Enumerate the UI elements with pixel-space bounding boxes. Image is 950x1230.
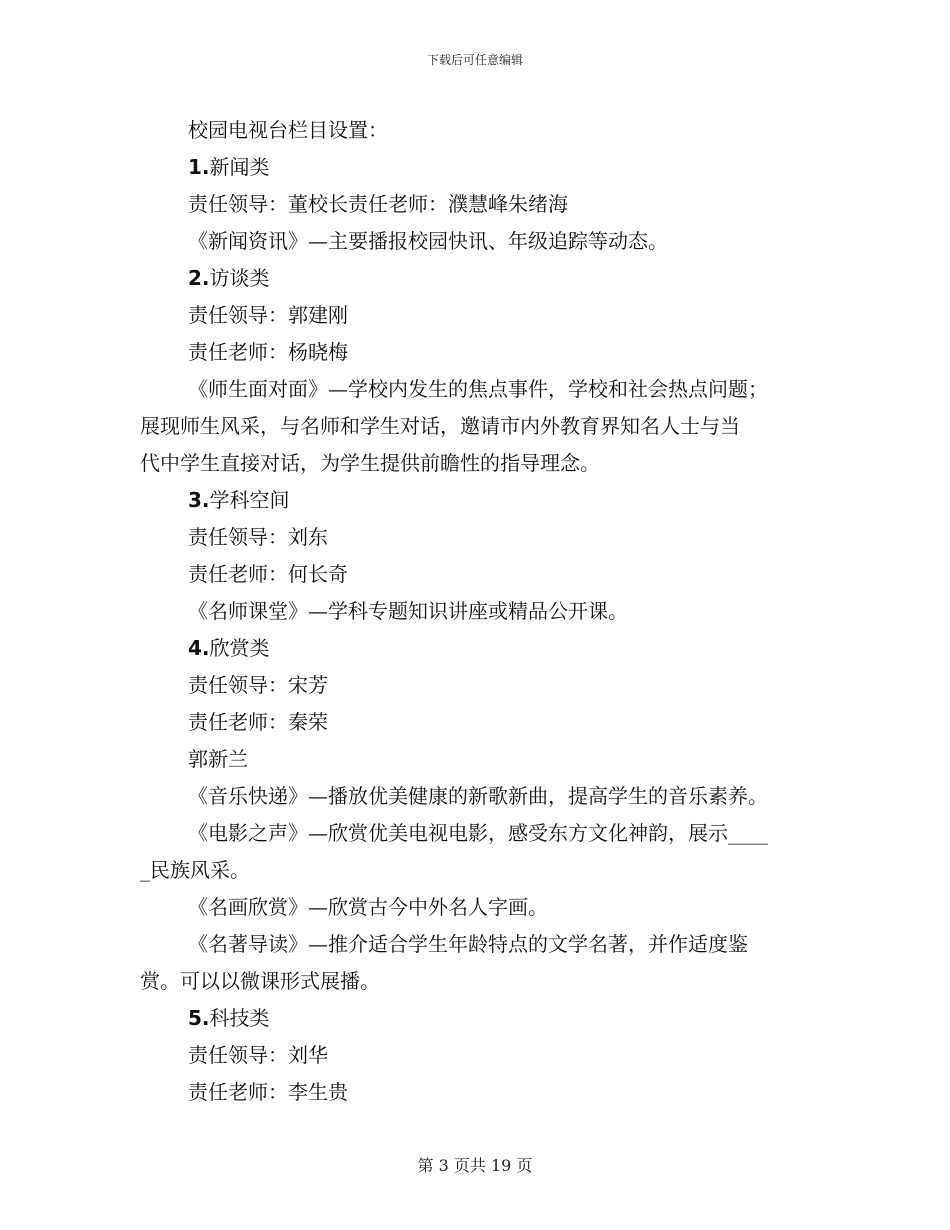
appreciation-teacher-line-2: 郭新兰 — [188, 747, 248, 771]
section-title: 欣赏类 — [209, 636, 270, 660]
section-heading-interview — [140, 260, 820, 297]
interview-description-line-1: 《师生面对面》—学校内发生的焦点事件，学校和社会热点问题； — [188, 377, 768, 401]
interview-description-line-3: 代中学生直接对话，为学生提供前瞻性的指导理念。 — [140, 451, 600, 475]
section-title: 科技类 — [209, 1006, 270, 1030]
film-description-line-1: 《电影之声》—欣赏优美电视电影，感受东方文化神韵，展示____ — [188, 821, 768, 845]
page-footer: 第 3 页共 19 页 — [417, 1156, 533, 1175]
subject-teacher-line: 责任老师：何长奇 — [188, 562, 348, 586]
section-number: 2. — [188, 266, 210, 290]
news-leader-line: 责任领导：董校长责任老师：濮慧峰朱绪海 — [188, 192, 568, 216]
section-number: 4. — [188, 636, 210, 660]
music-description: 《音乐快递》—播放优美健康的新歌新曲，提高学生的音乐素养。 — [188, 784, 768, 808]
news-description: 《新闻资讯》—主要播报校园快讯、年级追踪等动态。 — [188, 229, 668, 253]
section-heading-news — [140, 149, 820, 186]
interview-leader-line: 责任领导：郭建刚 — [188, 303, 348, 327]
document-title: 校园电视台栏目设置： — [188, 118, 388, 142]
technology-leader-line: 责任领导：刘华 — [188, 1043, 328, 1067]
technology-teacher-line: 责任老师：李生贵 — [188, 1080, 348, 1104]
interview-description-line-2: 展现师生风采，与名师和学生对话，邀请市内外教育界知名人士与当 — [140, 414, 740, 438]
section-title: 新闻类 — [209, 155, 270, 179]
section-title: 学科空间 — [209, 488, 290, 512]
book-description-line-1: 《名著导读》—推介适合学生年龄特点的文学名著，并作适度鉴 — [188, 932, 748, 956]
subject-description: 《名师课堂》—学科专题知识讲座或精品公开课。 — [188, 599, 628, 623]
section-number: 5. — [188, 1006, 210, 1030]
appreciation-teacher-line: 责任老师：秦荣 — [188, 710, 328, 734]
page-header: 下载后可任意编辑 — [426, 53, 523, 67]
section-heading-subject-space — [140, 482, 820, 519]
book-description-line-2: 赏。可以以微课形式展播。 — [140, 969, 380, 993]
film-description-line-2: _民族风采。 — [140, 858, 250, 882]
appreciation-leader-line: 责任领导：宋芳 — [188, 673, 328, 697]
section-number: 1. — [188, 155, 210, 179]
interview-teacher-line: 责任老师：杨晓梅 — [188, 340, 348, 364]
section-heading-appreciation — [140, 630, 820, 667]
section-number: 3. — [188, 488, 210, 512]
subject-leader-line: 责任领导：刘东 — [188, 525, 328, 549]
section-heading-technology — [140, 1000, 820, 1037]
document-body — [140, 112, 820, 1111]
painting-description: 《名画欣赏》—欣赏古今中外名人字画。 — [188, 895, 548, 919]
section-title: 访谈类 — [209, 266, 270, 290]
